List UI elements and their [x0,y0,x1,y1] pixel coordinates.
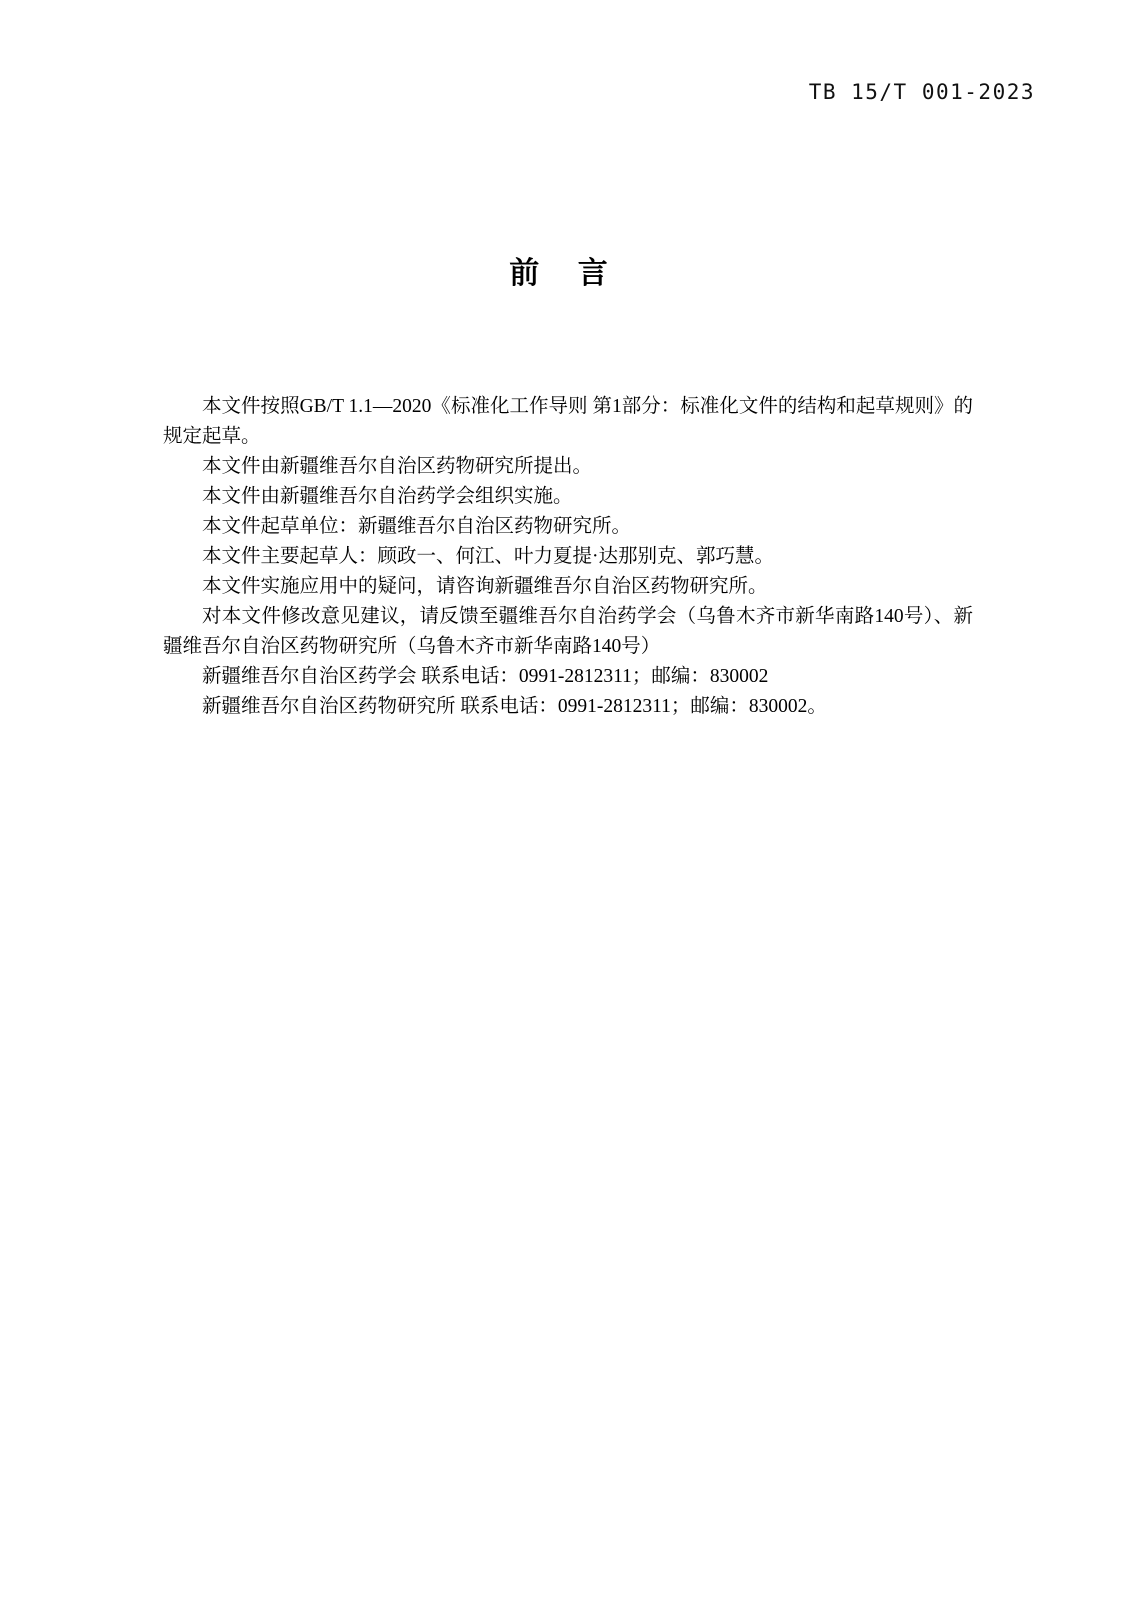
foreword-paragraph: 本文件起草单位：新疆维吾尔自治区药物研究所。 [202,516,632,537]
page-title: 前 言 [509,256,622,291]
foreword-paragraph: 对本文件修改意见建议，请反馈至疆维吾尔自治药学会（乌鲁木齐市新华南路140号）、新疆维吾尔自治区药物研究所（乌鲁木齐市新华南路140号） [163,606,973,657]
foreword-paragraph: 本文件主要起草人：顾政一、何江、叶力夏提·达那别克、郭巧慧。 [202,546,774,567]
standard-code-header: TB 15/T 001-2023 [808,80,1035,104]
foreword-contact-society: 新疆维吾尔自治区药学会 联系电话：0991-2812311；邮编：830002 [202,666,769,687]
foreword-paragraph: 本文件由新疆维吾尔自治药学会组织实施。 [202,486,573,507]
foreword-paragraph: 本文件按照GB/T 1.1—2020《标准化工作导则 第1部分：标准化文件的结构和起草规则》的规定起草。 [163,396,973,447]
foreword-contact-institute: 新疆维吾尔自治区药物研究所 联系电话：0991-2812311；邮编：830002。 [202,696,827,717]
foreword-body [163,392,973,722]
foreword-paragraph: 本文件实施应用中的疑问，请咨询新疆维吾尔自治区药物研究所。 [202,576,768,597]
foreword-paragraph: 本文件由新疆维吾尔自治区药物研究所提出。 [202,456,593,477]
